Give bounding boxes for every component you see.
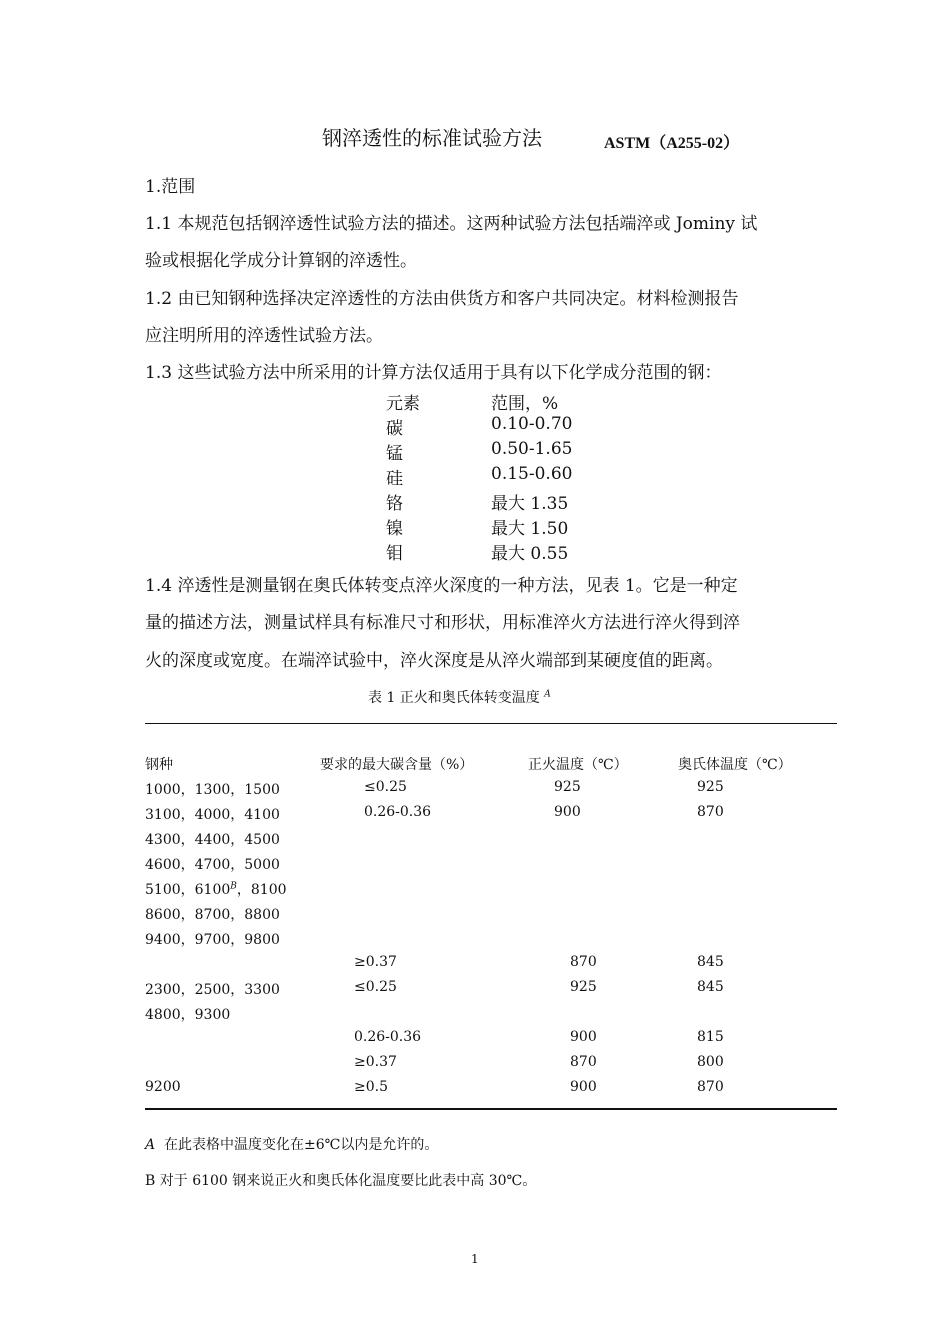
- table-header-carbon: 要求的最大碳含量（%）: [320, 757, 474, 773]
- composition-element: 铬: [386, 494, 403, 514]
- composition-range: 0.50-1.65: [491, 439, 573, 459]
- table-cell-grade-text: 5100，6100: [145, 882, 231, 898]
- composition-range: 最大 1.50: [491, 519, 569, 539]
- table-cell-austenitizing: 845: [697, 954, 724, 970]
- table-cell-carbon: ≥0.37: [354, 1054, 397, 1070]
- table-cell-austenitizing: 815: [697, 1029, 724, 1045]
- para-1-4-line-3: 火的深度或宽度。在端淬试验中，淬火深度是从淬火端部到某硬度值的距离。: [145, 651, 723, 671]
- table-1-caption-note: A: [544, 689, 551, 700]
- table-cell-grade: 4800，9300: [145, 1007, 231, 1023]
- composition-range: 最大 1.35: [491, 494, 569, 514]
- table-header-austenitizing: 奥氏体温度（℃）: [678, 757, 792, 773]
- table-cell-austenitizing: 925: [697, 779, 724, 795]
- table-cell-grade: 9400，9700，9800: [145, 932, 280, 948]
- para-1-3: 1.3 这些试验方法中所采用的计算方法仅适用于具有以下化学成分范围的钢：: [145, 363, 722, 383]
- composition-range: 0.10-0.70: [491, 414, 573, 434]
- table-cell-grade: 4600，4700，5000: [145, 857, 280, 873]
- table-cell-note-b: B: [230, 881, 237, 892]
- para-1-2-line-2: 应注明所用的淬透性试验方法。: [145, 326, 383, 346]
- table-cell-grade: 4300，4400，4500: [145, 832, 280, 848]
- document-title: 钢淬透性的标准试验方法: [322, 126, 542, 150]
- composition-element: 钼: [386, 544, 403, 564]
- para-1-2-line-1: 1.2 由已知钢种选择决定淬透性的方法由供货方和客户共同决定。材料检测报告: [145, 289, 739, 309]
- composition-header-element: 元素: [386, 394, 420, 414]
- table-cell-carbon: 0.26-0.36: [354, 1029, 422, 1045]
- composition-element: 镍: [386, 519, 403, 539]
- para-1-4-line-1: 1.4 淬透性是测量钢在奥氏体转变点淬火深度的一种方法，见表 1。它是一种定: [145, 576, 738, 596]
- table-header-normalizing: 正火温度（℃）: [528, 757, 628, 773]
- table-cell-normalizing: 925: [570, 979, 597, 995]
- composition-element: 锰: [386, 444, 403, 464]
- table-cell-carbon: ≤0.25: [364, 779, 407, 795]
- table-cell-austenitizing: 870: [697, 1079, 724, 1095]
- section-1-heading: 1.范围: [145, 177, 196, 197]
- table-cell-normalizing: 925: [554, 779, 581, 795]
- table-bottom-rule: [145, 1108, 837, 1110]
- table-cell-grade-tail: ，8100: [236, 882, 287, 898]
- para-1-1-line-1: 1.1 本规范包括钢淬透性试验方法的描述。这两种试验方法包括端淬或 Jominy 试: [145, 214, 758, 234]
- composition-element: 碳: [386, 419, 403, 439]
- footnote-a-mark: A: [145, 1137, 156, 1153]
- table-cell-austenitizing: 845: [697, 979, 724, 995]
- table-cell-grade: 9200: [145, 1079, 181, 1095]
- composition-header-range: 范围，%: [491, 394, 559, 414]
- para-1-1-line-2: 验或根据化学成分计算钢的淬透性。: [145, 251, 417, 271]
- table-1-caption: [368, 687, 551, 707]
- table-cell-carbon: ≤0.25: [354, 979, 397, 995]
- table-cell-grade: [145, 879, 287, 899]
- table-cell-carbon: ≥0.5: [354, 1079, 388, 1095]
- table-1-caption-text: 表 1 正火和奥氏体转变温度: [368, 690, 540, 706]
- para-1-4-line-2: 量的描述方法，测量试样具有标准尺寸和形状，用标准淬火方法进行淬火得到淬: [145, 613, 740, 633]
- table-cell-normalizing: 900: [570, 1029, 597, 1045]
- table-header-grade: 钢种: [145, 757, 173, 773]
- table-cell-austenitizing: 870: [697, 804, 724, 820]
- table-cell-carbon: 0.26-0.36: [364, 804, 432, 820]
- table-cell-grade: 1000，1300，1500: [145, 782, 280, 798]
- table-cell-normalizing: 870: [570, 954, 597, 970]
- table-cell-normalizing: 900: [554, 804, 581, 820]
- table-cell-normalizing: 900: [570, 1079, 597, 1095]
- table-cell-carbon: ≥0.37: [354, 954, 397, 970]
- table-cell-grade: 3100，4000，4100: [145, 807, 280, 823]
- standard-code: ASTM（A255-02）: [604, 135, 740, 152]
- composition-range: 0.15-0.60: [491, 464, 573, 484]
- composition-range: 最大 0.55: [491, 544, 569, 564]
- footnote-a: [145, 1134, 438, 1154]
- footnote-b: B 对于 6100 钢来说正火和奥氏体化温度要比此表中高 30℃。: [145, 1173, 537, 1189]
- table-cell-grade: 2300，2500，3300: [145, 982, 280, 998]
- table-cell-austenitizing: 800: [697, 1054, 724, 1070]
- footnote-a-text: 在此表格中温度变化在±6℃以内是允许的。: [164, 1137, 439, 1153]
- table-top-rule: [145, 723, 837, 724]
- table-cell-grade: 8600，8700，8800: [145, 907, 280, 923]
- composition-element: 硅: [386, 469, 403, 489]
- page-number: 1: [471, 1252, 479, 1266]
- table-cell-normalizing: 870: [570, 1054, 597, 1070]
